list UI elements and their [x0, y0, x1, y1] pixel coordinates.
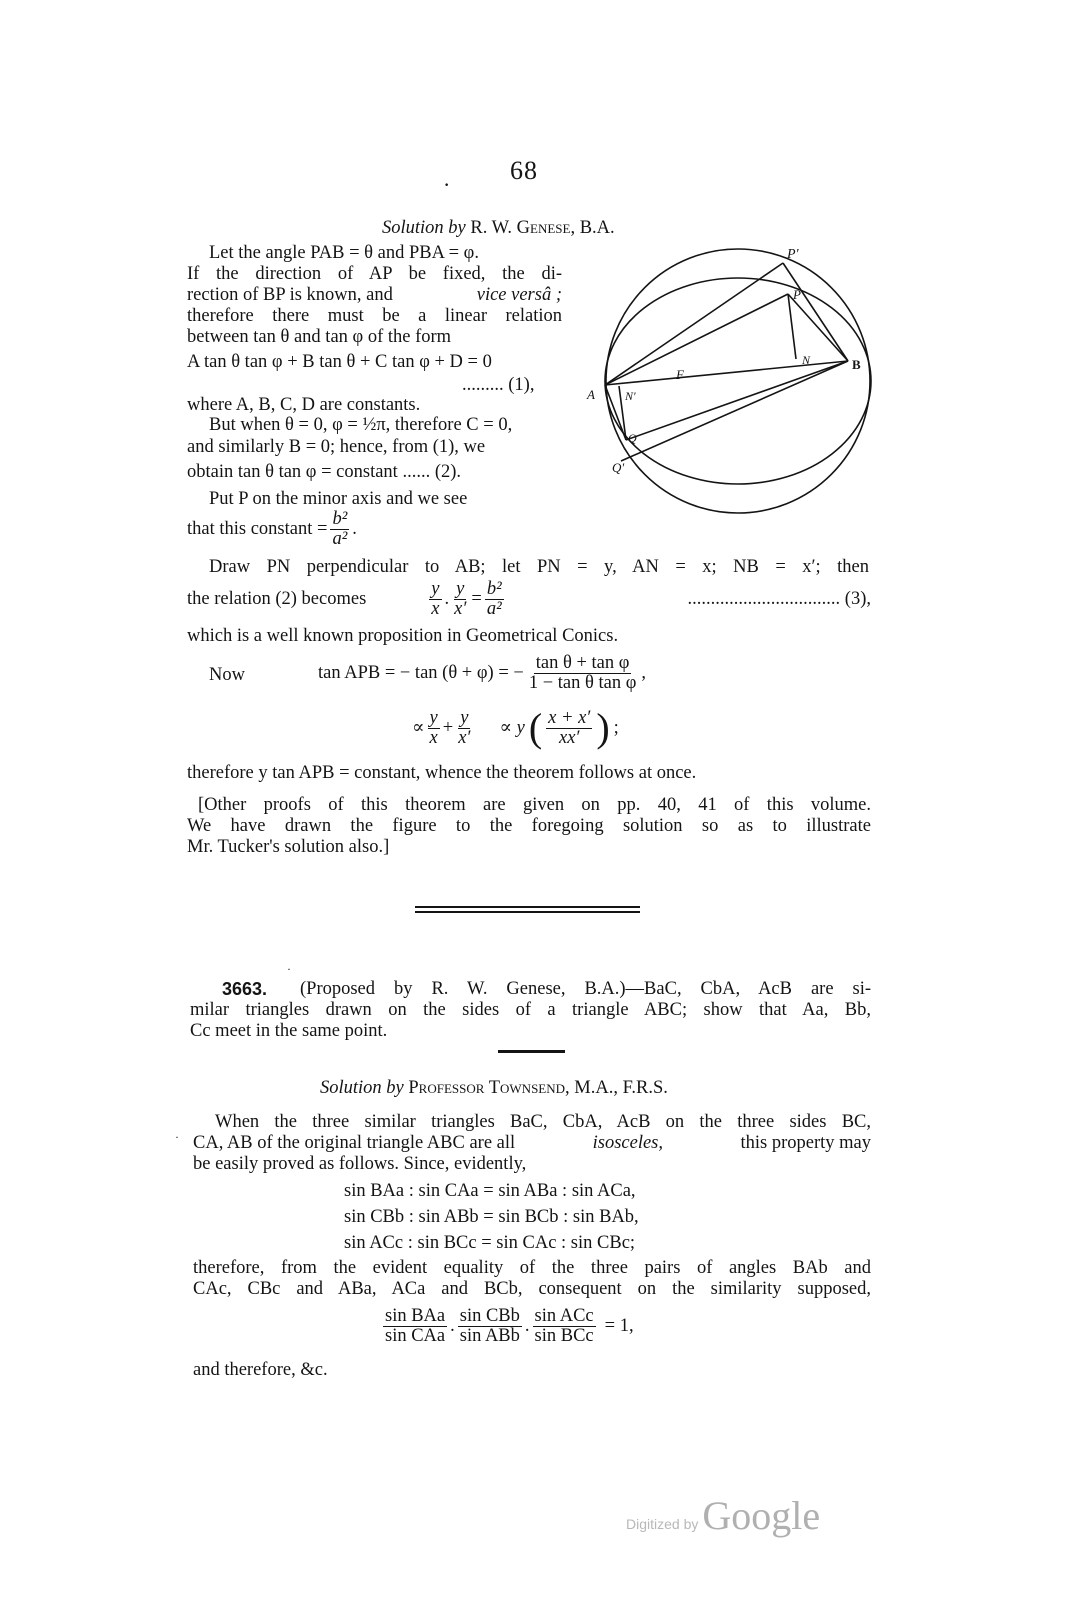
s1-line-16: which is a well known proposition in Geometrical Conics.	[187, 626, 619, 646]
label-F: F	[676, 367, 684, 382]
s1-line-7: where A, B, C, D are constants.	[187, 395, 421, 415]
num-y: y	[429, 707, 438, 728]
short-rule	[498, 1050, 565, 1053]
s1-line-20: Mr. Tucker's solution also.]	[187, 837, 390, 857]
prop-sign-2: ∝ y	[499, 717, 525, 738]
sine-equation-2: sin CBb : sin ABb = sin BCb : sin BAb,	[344, 1207, 639, 1227]
s3-line-2: be easily proved as follows. Since, evidently,	[193, 1154, 527, 1174]
digitized-watermark	[626, 1492, 820, 1539]
s1-line-19: We have drawn the figure to the foregoing solution so as to illustrate	[187, 816, 871, 836]
comma: ,	[641, 663, 647, 683]
equation-2: obtain tan θ tan φ = constant ...... (2).	[187, 462, 462, 482]
s3-line-1-row	[193, 1133, 871, 1154]
google-logo: Google	[702, 1493, 821, 1538]
equation-1: A tan θ tan φ + B tan θ + C tan φ + D = 0	[187, 352, 492, 372]
tan-apb-equation	[318, 654, 646, 693]
s1-line-8: But when θ = 0, φ = ½π, therefore C = 0,	[209, 415, 513, 435]
now-label: Now	[209, 665, 245, 685]
s1-line-12: that this constant =	[187, 519, 328, 539]
den-xp: x′	[458, 727, 471, 748]
dot-1: .	[450, 1316, 455, 1336]
equals: =	[471, 589, 482, 609]
solution-heading-2	[320, 1078, 668, 1099]
b2-over-a2	[330, 510, 349, 549]
s1-line-1: If the direction of AP be fixed, the di-	[187, 264, 562, 284]
den-x: x	[429, 727, 438, 748]
label-Q-prime: Q′	[612, 460, 625, 475]
f3-den: sin BCc	[534, 1326, 594, 1346]
watermark-prefix: Digitized by	[626, 1516, 699, 1532]
s1-line-14: the relation (2) becomes	[187, 589, 367, 609]
s1-line-3: therefore there must be a linear relation	[187, 306, 562, 326]
equals-one: = 1,	[604, 1316, 634, 1336]
label-P: P	[793, 287, 801, 302]
fraction-2	[458, 1307, 522, 1346]
y-over-x	[429, 580, 441, 619]
isosceles-tail: this property may	[740, 1133, 871, 1153]
s1-line-9: and similarly B = 0; hence, from (1), we	[187, 437, 486, 457]
den-x: x	[431, 599, 440, 619]
num-y: y	[460, 707, 469, 728]
s3-line-0: When the three similar triangles BaC, CbA, AcB on the three sides BC,	[215, 1112, 871, 1132]
s3-line-8: and therefore, &c.	[193, 1360, 328, 1380]
constant-line	[187, 510, 357, 549]
equation-1-number: ......... (1),	[462, 375, 535, 395]
num-sum: x + x′	[548, 707, 591, 728]
chord-AB	[605, 361, 848, 385]
line-BPp	[783, 263, 848, 361]
period: .	[352, 519, 357, 539]
heading-prefix-2: Solution by	[320, 1078, 404, 1098]
prop-sign-1: ∝	[412, 717, 425, 738]
dot: .	[444, 589, 450, 609]
left-paren: (	[528, 705, 543, 750]
s2-line-0: (Proposed by R. W. Genese, B.A.)—BaC, CbA, AcB are si-	[300, 979, 871, 999]
y-over-xp	[452, 580, 468, 619]
num-y: y	[431, 579, 440, 599]
label-N: N	[802, 353, 811, 367]
label-P-prime: P′	[787, 247, 799, 262]
b2-over-a2	[485, 580, 504, 619]
den-prod: xx′	[559, 727, 580, 748]
s1-line-18: [Other proofs of this theorem are given on pp. 40, 41 of this volume.	[198, 795, 871, 815]
num-b2: b²	[486, 579, 502, 599]
label-N-prime: N′	[625, 389, 636, 403]
stray-dot: ·	[287, 962, 291, 976]
s1-line-2-row	[187, 285, 562, 306]
label-B: B	[852, 357, 861, 372]
fraction-1	[383, 1307, 447, 1346]
f2-num: sin CBb	[459, 1306, 520, 1326]
product-equation	[380, 1307, 634, 1346]
f3-num: sin ACc	[534, 1306, 594, 1326]
right-paren: )	[596, 705, 610, 750]
vice-versa: vice versâ ;	[476, 285, 562, 305]
line-BQ	[626, 361, 848, 440]
tan-sum-fraction	[527, 654, 639, 693]
line-BQp	[621, 361, 848, 461]
heading-prefix: Solution by	[382, 218, 466, 238]
s1-line-0: Let the angle PAB = θ and PBA = φ.	[209, 243, 479, 263]
problem-number: 3663.	[222, 979, 268, 999]
s1-line-4: between tan θ and tan φ of the form	[187, 327, 452, 347]
s3-line-1: CA, AB of the original triangle ABC are all	[193, 1133, 516, 1153]
label-Q: Q	[628, 431, 637, 445]
s1-line-2: rection of BP is known, and	[187, 285, 393, 305]
line-AP	[605, 294, 788, 385]
line-BP	[788, 294, 848, 361]
s3-line-6: therefore, from the evident equality of the three pairs of angles BAb and	[193, 1258, 871, 1278]
sine-equation-3: sin ACc : sin BCc = sin CAc : sin CBc;	[344, 1233, 636, 1253]
num-y: y	[456, 579, 465, 599]
ellipse-circle-figure	[583, 240, 873, 520]
line-PN	[788, 294, 796, 359]
f2-den: sin ABb	[459, 1326, 520, 1346]
heading-author-2: Professor Townsend, M.A., F.R.S.	[408, 1078, 668, 1098]
b2: b²	[332, 509, 348, 529]
s1-line-13: Draw PN perpendicular to AB; let PN = y, AN = x; NB = x′; then	[209, 557, 869, 577]
den-xp: x′	[454, 599, 467, 619]
margin-dot: ·	[175, 1130, 179, 1144]
proportional-equation	[412, 705, 619, 750]
line-APp	[605, 263, 783, 385]
f1-den: sin CAa	[385, 1326, 446, 1346]
sum-over-product	[546, 709, 592, 748]
a2: a²	[332, 529, 348, 549]
page-mark: ·	[443, 172, 451, 197]
semicolon: ;	[613, 717, 619, 738]
separator-rule-bottom	[415, 911, 640, 913]
heading-author: R. W. Genese, B.A.	[470, 218, 615, 238]
label-A: A	[587, 387, 595, 402]
page-number: 68	[510, 156, 538, 185]
f1-num: sin BAa	[385, 1306, 446, 1326]
s2-line-1: milar triangles drawn on the sides of a triangle ABC; show that Aa, Bb,	[190, 1000, 871, 1020]
tan-apb-lhs: tan APB = − tan (θ + φ) = −	[318, 663, 524, 683]
sine-equation-1: sin BAa : sin CAa = sin ABa : sin ACa,	[344, 1181, 636, 1201]
y-over-xp	[456, 709, 472, 748]
solution-heading	[382, 218, 615, 239]
tan-den: 1 − tan θ tan φ	[528, 673, 637, 693]
equation-3-number: ................................. (3),	[687, 589, 871, 609]
separator-rule-top	[415, 906, 640, 908]
y-over-x	[428, 709, 440, 748]
s3-line-7: CAc, CBc and ABa, ACa and BCb, consequent on the similarity supposed,	[193, 1279, 871, 1299]
s1-line-17: therefore y tan APB = constant, whence the theorem follows at once.	[187, 763, 697, 783]
relation-3-row	[187, 580, 871, 619]
den-a2: a²	[486, 599, 502, 619]
plus: +	[442, 717, 454, 738]
dot-2: .	[524, 1316, 530, 1336]
s1-line-11: Put P on the minor axis and we see	[209, 489, 468, 509]
s2-line-2: Cc meet in the same point.	[190, 1021, 388, 1041]
isosceles: isosceles,	[592, 1133, 664, 1153]
tan-num: tan θ + tan φ	[535, 653, 630, 673]
fraction-3	[533, 1307, 596, 1346]
